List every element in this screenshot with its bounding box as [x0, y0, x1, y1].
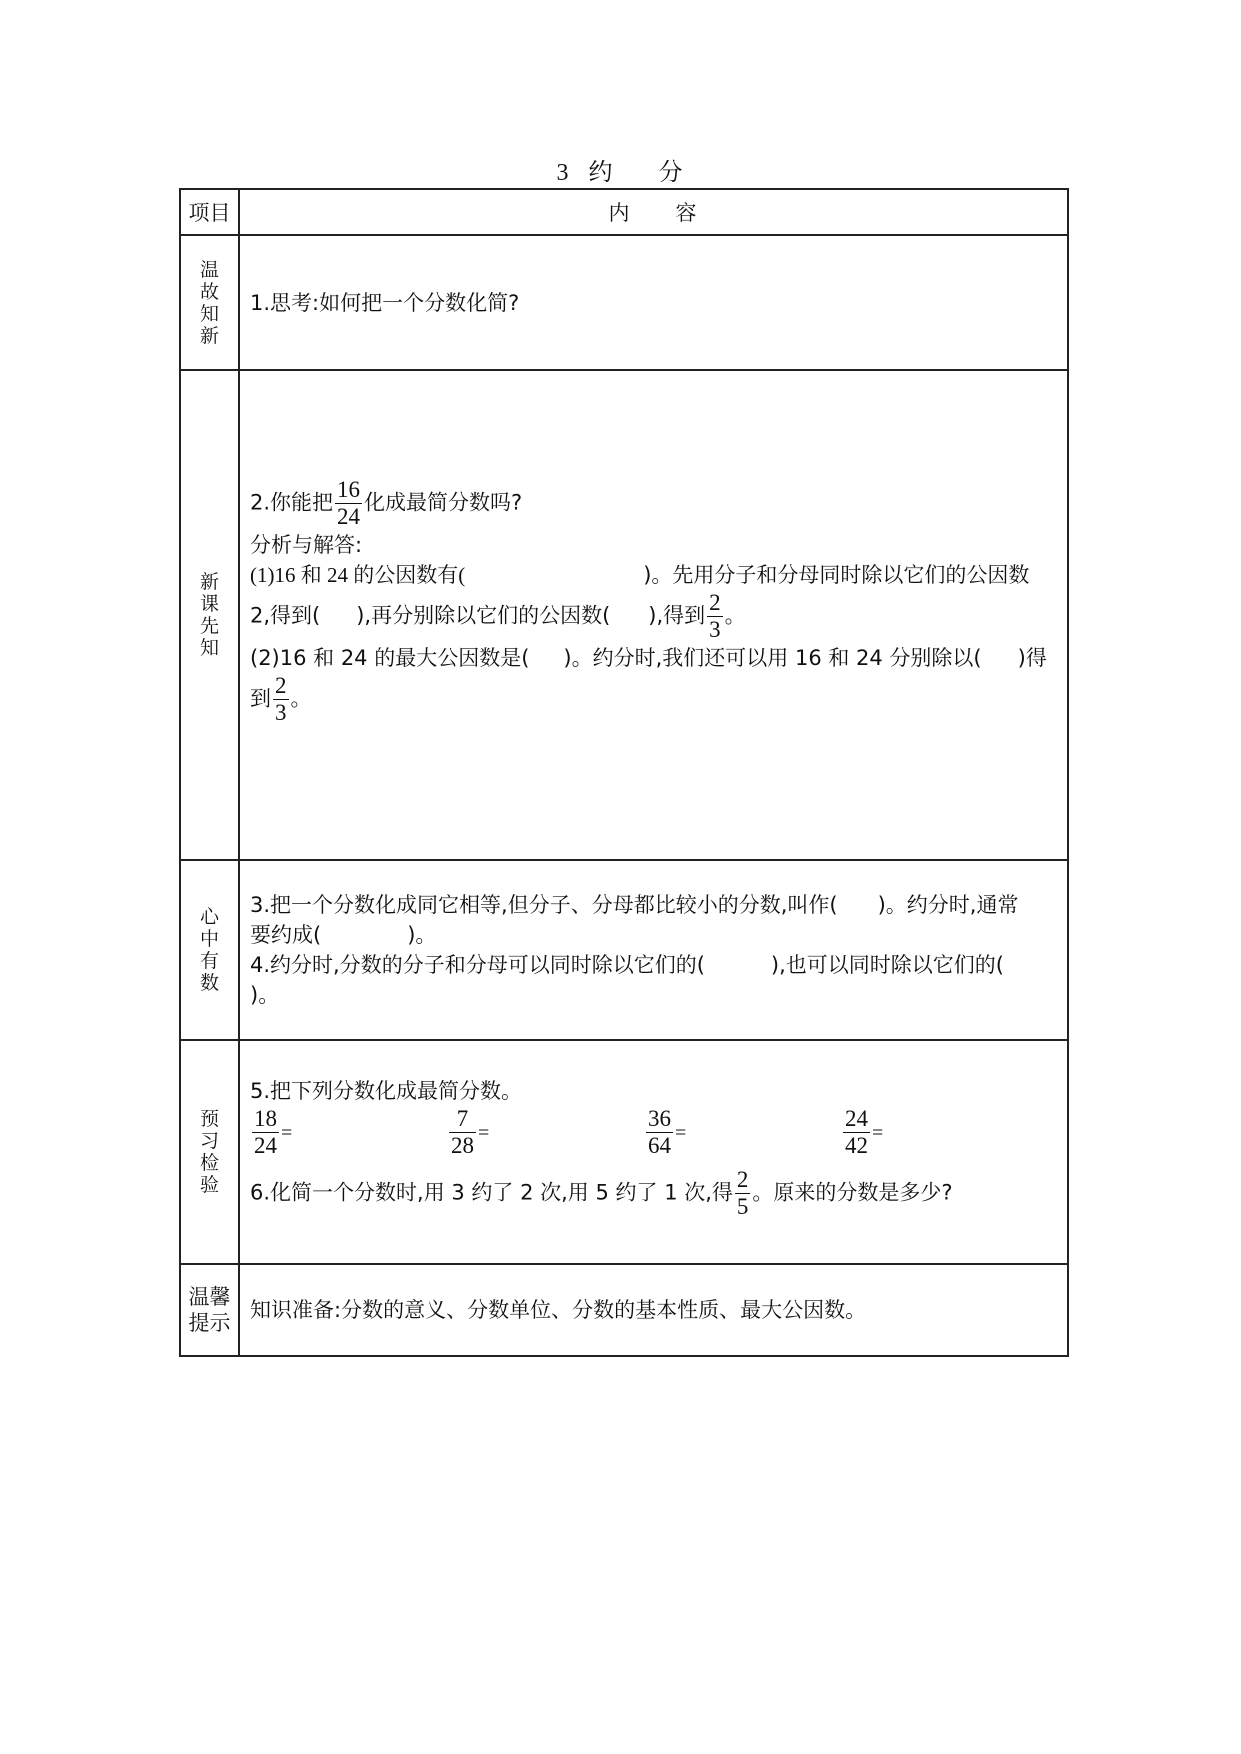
fraction-16-24: $\frac{16}{24}$: [337, 476, 361, 529]
label-preview: 预 习 检 验: [180, 1040, 239, 1264]
header-row: [180, 189, 1068, 235]
title-char-2: 分: [658, 158, 685, 186]
page-title: [0, 152, 1241, 187]
part-2-line-2: 到 $\frac{2}{3}$ 。: [250, 672, 312, 725]
content-review: [239, 235, 1068, 370]
question-1: 1.思考:如何把一个分数化简?: [250, 290, 520, 315]
worksheet-table: [179, 188, 1069, 1357]
exercise-fraction: $\frac{7}{28}$ =: [451, 1106, 490, 1158]
question-3-cont: 要约成( )。: [250, 923, 437, 947]
row-tips: [180, 1264, 1068, 1356]
exercise-fraction: $\frac{36}{64}$ =: [648, 1106, 687, 1158]
row-review: [180, 235, 1068, 370]
label-review: 温 故 知 新: [180, 235, 239, 370]
part-1-line: (1)16 和 24 的公因数有( )。先用分子和分母同时除以它们的公因数: [250, 562, 1030, 587]
header-content: 内 容: [239, 189, 1068, 235]
fraction-exercise-row: [250, 1106, 1055, 1159]
content-tips: [239, 1264, 1068, 1356]
header-item: 项目: [180, 189, 239, 235]
part-1-line-2: 2,得到( ),再分别除以它们的公因数( ),得到 $\frac{2}{3}$ 。: [250, 589, 746, 642]
question-5: 5.把下列分数化成最简分数。: [250, 1079, 523, 1103]
label-mind: 心 中 有 数: [180, 860, 239, 1040]
content-new: [239, 370, 1068, 860]
content-mind: [239, 860, 1068, 1040]
question-6: 6.化简一个分数时,用 3 约了 2 次,用 5 约了 1 次,得 $\frac{2}{5}$ 。原来的分数是多少?: [250, 1167, 953, 1219]
fraction-2-3: $\frac{2}{3}$: [709, 589, 721, 642]
label-new: 新 课 先 知: [180, 370, 239, 860]
analysis-heading: 分析与解答:: [250, 532, 363, 557]
exercise-fraction: $\frac{24}{42}$ =: [845, 1106, 884, 1158]
part-2-line: (2)16 和 24 的最大公因数是( )。约分时,我们还可以用 16 和 24 分别除以( )得: [250, 645, 1047, 670]
question-2: 2.你能把 $\frac{16}{24}$ 化成最简分数吗?: [250, 476, 523, 529]
content-preview: [239, 1040, 1068, 1264]
row-preview: [180, 1040, 1068, 1264]
fraction-2-5: $\frac{2}{5}$: [736, 1167, 749, 1219]
lesson-number: 3: [556, 160, 571, 186]
question-4-cont: )。: [250, 983, 280, 1007]
label-tips: 温馨 提示: [180, 1264, 239, 1356]
title-char-1: 约: [588, 158, 615, 186]
question-3: 3.把一个分数化成同它相等,但分子、分母都比较小的分数,叫作( )。约分时,通常: [250, 893, 1019, 917]
row-mind: [180, 860, 1068, 1040]
exercise-fraction: $\frac{18}{24}$ =: [254, 1106, 293, 1158]
fraction-2-3-b: $\frac{2}{3}$: [275, 672, 287, 725]
tips-text: 知识准备:分数的意义、分数单位、分数的基本性质、最大公因数。: [250, 1298, 867, 1322]
row-new: [180, 370, 1068, 860]
question-4: 4.约分时,分数的分子和分母可以同时除以它们的( ),也可以同时除以它们的(: [250, 953, 1004, 977]
